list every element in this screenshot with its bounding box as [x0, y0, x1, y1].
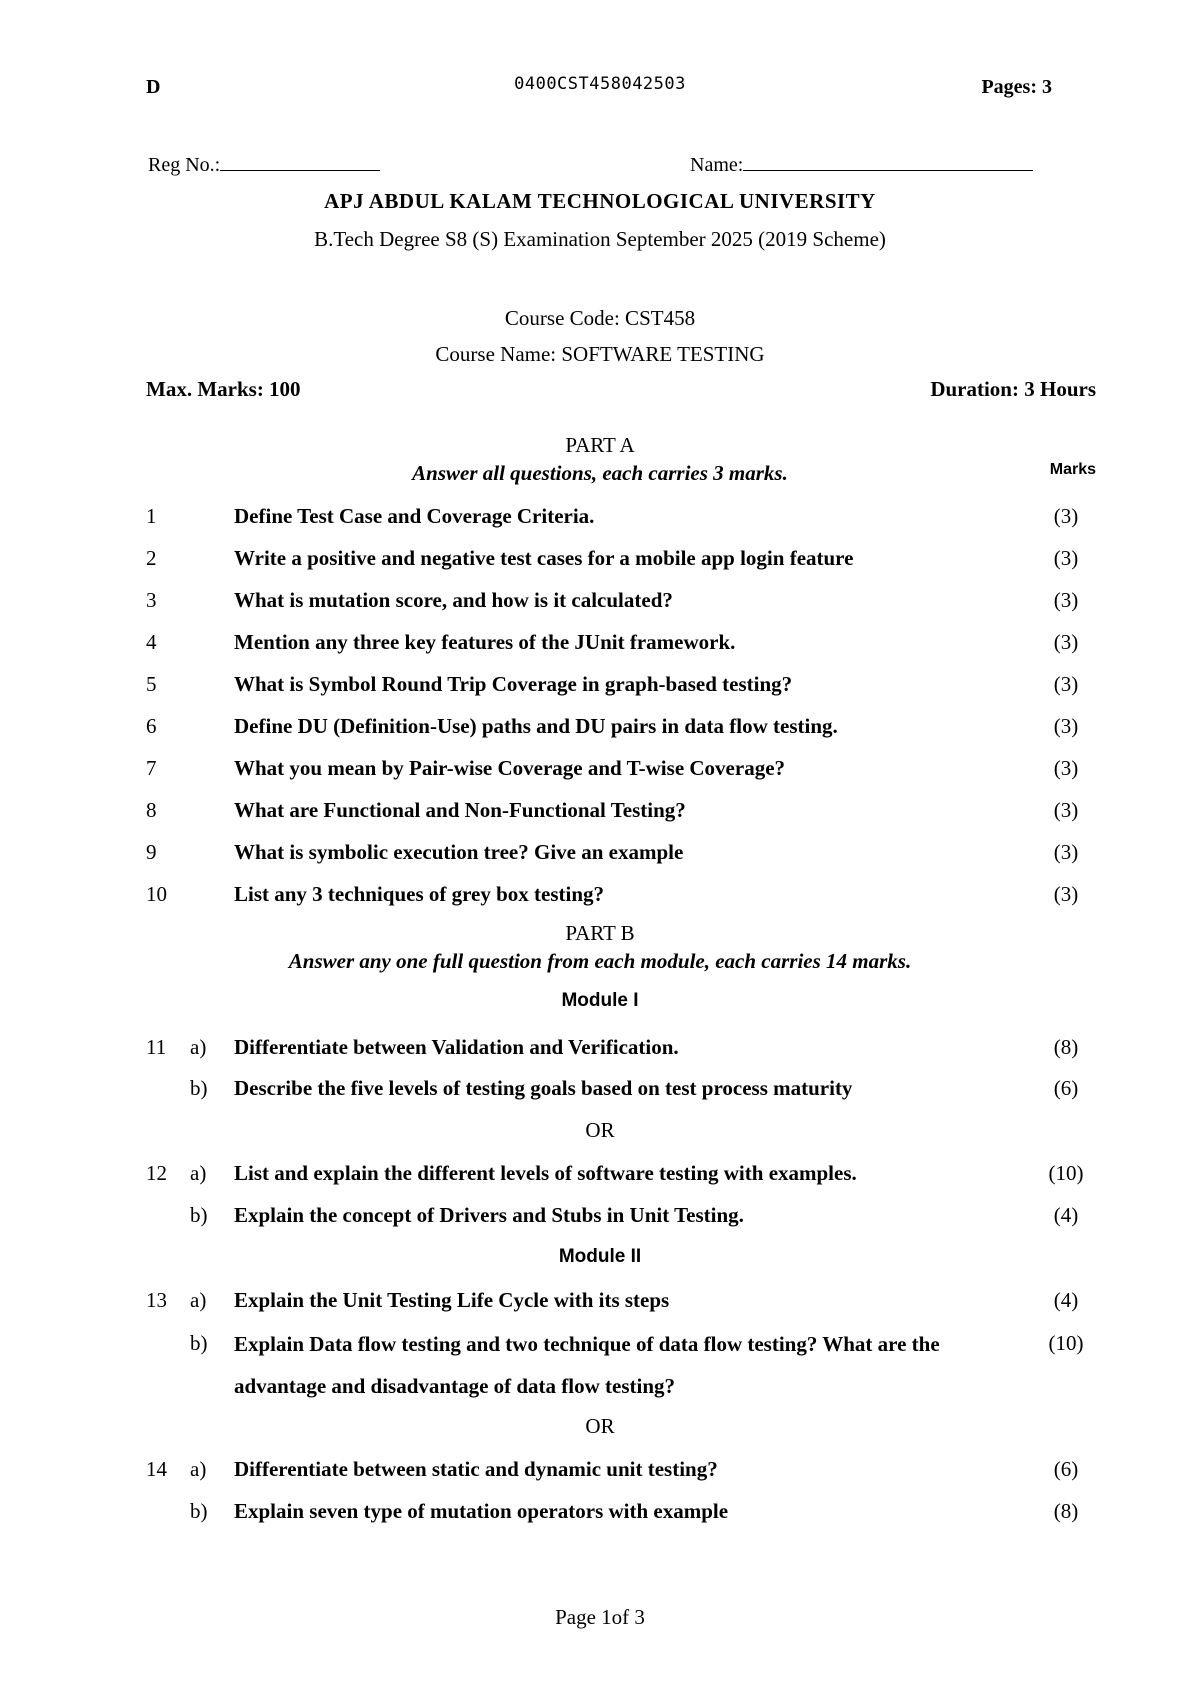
- question-number: 5: [146, 672, 157, 696]
- question-row: [0, 1035, 1200, 1067]
- part-a-instruction: Answer all questions, each carries 3 marks.: [412, 461, 788, 485]
- question-row: [0, 1161, 1200, 1193]
- question-number: 1: [146, 504, 157, 528]
- question-row: [0, 1331, 1200, 1398]
- question-text: Describe the five levels of testing goals based on test process maturity: [234, 1076, 853, 1100]
- question-number: 12: [146, 1161, 167, 1185]
- part-b-title: PART B: [565, 921, 635, 945]
- question-subpart: a): [190, 1288, 207, 1312]
- part-b-instruction: Answer any one full question from each module, each carries 14 marks.: [288, 949, 912, 973]
- question-text: List and explain the different levels of software testing with examples.: [234, 1161, 857, 1185]
- question-text: List any 3 techniques of grey box testing?: [234, 882, 605, 906]
- marks-header: Marks: [1049, 461, 1096, 478]
- question-marks: (3): [1053, 714, 1079, 738]
- question-text: Mention any three key features of the JUnit framework.: [234, 630, 736, 654]
- question-text: Explain Data flow testing and two technique of data flow testing? What are the advantage and disadvantage of data flow testing?: [234, 1332, 940, 1398]
- question-text: Define DU (Definition-Use) paths and DU pairs in data flow testing.: [234, 714, 838, 738]
- course-code: Course Code: CST458: [504, 306, 696, 330]
- question-marks: (3): [1053, 798, 1079, 822]
- question-text: What is Symbol Round Trip Coverage in graph-based testing?: [234, 672, 793, 696]
- university-title: APJ ABDUL KALAM TECHNOLOGICAL UNIVERSITY: [324, 189, 876, 213]
- question-subpart: a): [190, 1457, 207, 1481]
- question-row: [0, 1288, 1200, 1320]
- question-text: Define Test Case and Coverage Criteria.: [234, 504, 595, 528]
- reg-no-field: [148, 152, 380, 177]
- question-text: What you mean by Pair-wise Coverage and T-wise Coverage?: [234, 756, 786, 780]
- question-marks: (10): [1048, 1331, 1084, 1355]
- question-number: 11: [146, 1035, 167, 1059]
- question-number: 3: [146, 588, 157, 612]
- question-text: Differentiate between Validation and Verification.: [234, 1035, 679, 1059]
- page-count: Pages: 3: [981, 76, 1052, 98]
- question-row: [0, 756, 1200, 788]
- question-row: [0, 504, 1200, 536]
- question-marks: (3): [1053, 840, 1079, 864]
- question-number: 14: [146, 1457, 167, 1481]
- question-marks: (3): [1053, 630, 1079, 654]
- question-subpart: a): [190, 1035, 207, 1059]
- question-marks: (6): [1053, 1457, 1079, 1481]
- question-row: [0, 714, 1200, 746]
- name-label: Name:: [690, 154, 744, 176]
- question-row: [0, 840, 1200, 872]
- question-marks: (3): [1053, 672, 1079, 696]
- question-text: What are Functional and Non-Functional Testing?: [234, 798, 686, 822]
- question-text: Explain seven type of mutation operators with example: [234, 1499, 729, 1523]
- question-subpart: b): [190, 1499, 208, 1523]
- reg-no-blank: [220, 152, 380, 171]
- question-marks: (4): [1053, 1288, 1079, 1312]
- question-number: 13: [146, 1288, 167, 1312]
- question-marks: (3): [1053, 756, 1079, 780]
- question-row: [0, 1076, 1200, 1108]
- question-text: Differentiate between static and dynamic unit testing?: [234, 1457, 718, 1481]
- module-2-title: Module II: [558, 1246, 642, 1267]
- question-text: Explain the concept of Drivers and Stubs in Unit Testing.: [234, 1203, 744, 1227]
- question-subpart: b): [190, 1331, 208, 1355]
- question-number: 8: [146, 798, 157, 822]
- question-marks: (8): [1053, 1035, 1079, 1059]
- question-row: [0, 882, 1200, 914]
- question-text: What is mutation score, and how is it calculated?: [234, 588, 673, 612]
- question-marks: (4): [1053, 1203, 1079, 1227]
- page-footer: Page 1of 3: [555, 1605, 645, 1629]
- question-row: [0, 672, 1200, 704]
- question-subpart: b): [190, 1203, 208, 1227]
- duration: Duration: 3 Hours: [930, 377, 1096, 401]
- reg-no-label: Reg No.:: [148, 154, 221, 176]
- question-number: 7: [146, 756, 157, 780]
- question-number: 2: [146, 546, 157, 570]
- question-row: [0, 546, 1200, 578]
- exam-title: B.Tech Degree S8 (S) Examination September 2025 (2019 Scheme): [314, 227, 886, 251]
- question-marks: (8): [1053, 1499, 1079, 1523]
- question-marks: (3): [1053, 882, 1079, 906]
- name-field: [690, 152, 1033, 177]
- question-row: [0, 1203, 1200, 1235]
- question-text: What is symbolic execution tree? Give an example: [234, 840, 684, 864]
- paper-code: 0400CST458042503: [514, 74, 686, 94]
- question-marks: (3): [1053, 546, 1079, 570]
- question-number: 4: [146, 630, 157, 654]
- question-marks: (6): [1053, 1076, 1079, 1100]
- question-marks: (3): [1053, 588, 1079, 612]
- question-text: Explain the Unit Testing Life Cycle with its steps: [234, 1288, 670, 1312]
- question-text: Write a positive and negative test cases for a mobile app login feature: [234, 546, 854, 570]
- question-marks: (3): [1053, 504, 1079, 528]
- question-marks: (10): [1048, 1161, 1084, 1185]
- or-divider: OR: [585, 1414, 615, 1438]
- question-row: [0, 588, 1200, 620]
- question-subpart: b): [190, 1076, 208, 1100]
- max-marks: Max. Marks: 100: [146, 377, 301, 401]
- question-subpart: a): [190, 1161, 207, 1185]
- module-1-title: Module I: [561, 990, 639, 1011]
- question-row: [0, 1457, 1200, 1489]
- or-divider: OR: [585, 1118, 615, 1142]
- question-number: 9: [146, 840, 157, 864]
- part-a-title: PART A: [565, 433, 635, 457]
- question-row: [0, 1499, 1200, 1531]
- set-label: D: [146, 76, 161, 98]
- question-row: [0, 798, 1200, 830]
- question-number: 10: [146, 882, 167, 906]
- question-row: [0, 630, 1200, 662]
- question-number: 6: [146, 714, 157, 738]
- course-name: Course Name: SOFTWARE TESTING: [435, 342, 765, 366]
- name-blank: [743, 152, 1033, 171]
